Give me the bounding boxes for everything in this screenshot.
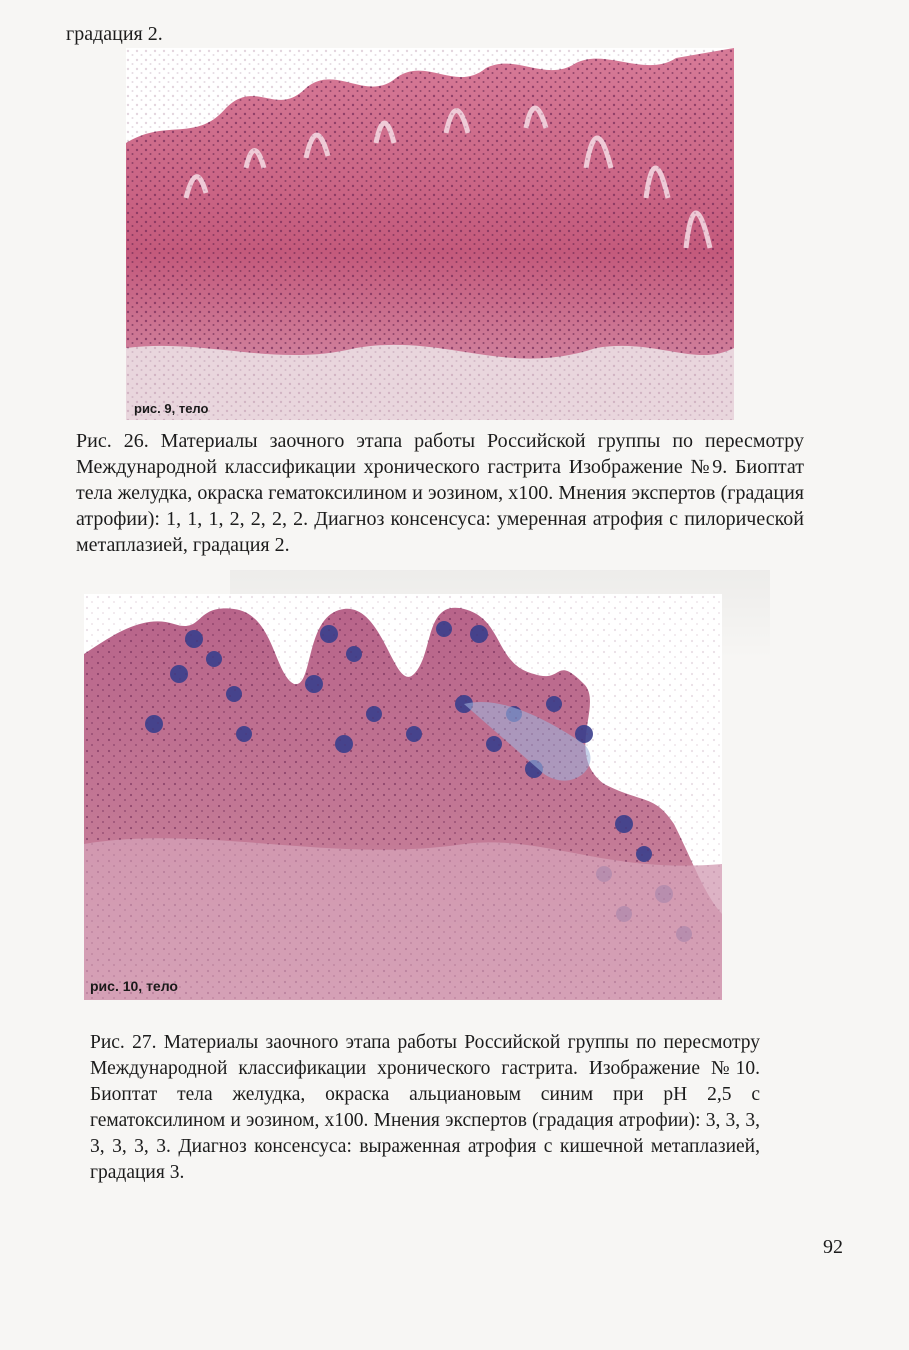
continued-text-line: градация 2.: [66, 23, 163, 45]
micrograph-9-image: [126, 48, 734, 420]
caption-text: Рис. 26. Материалы заочного этапа работы Российской группы по пересмотру Международной классификации хронического гастрита Изображение №9. Биоптат тела желудка, окраска гематоксилином и эозином, х100. Мнения экспертов (градация атрофии): 1, 1, 1, 2, 2, 2, 2. Диагноз консенсуса: умеренная атрофия с пилорической метаплазией, градация 2.: [76, 430, 804, 556]
figure-label: рис. 9, тело: [134, 401, 209, 416]
figure-label: рис. 10, тело: [90, 978, 178, 994]
micrograph-10-image: [84, 594, 722, 1000]
caption-text: Рис. 27. Материалы заочного этапа работы Российской группы по пересмотру Международной классификации хронического гастрита. Изображение №10. Биоптат тела желудка, окраска альциановым синим при рН 2,5 с гематоксилином и эозином, х100. Мнения экспертов (градация атрофии): 3, 3, 3, 3, 3, 3, 3. Диагноз консенсуса: выраженная атрофия с кишечной метаплазией, градация 3.: [90, 1032, 760, 1183]
figure-caption-27: [90, 1030, 760, 1186]
page-number: 92: [823, 1236, 843, 1258]
micrograph-figure-9: [126, 48, 734, 420]
figure-caption-26: [76, 428, 804, 558]
micrograph-figure-10: [84, 594, 722, 1000]
